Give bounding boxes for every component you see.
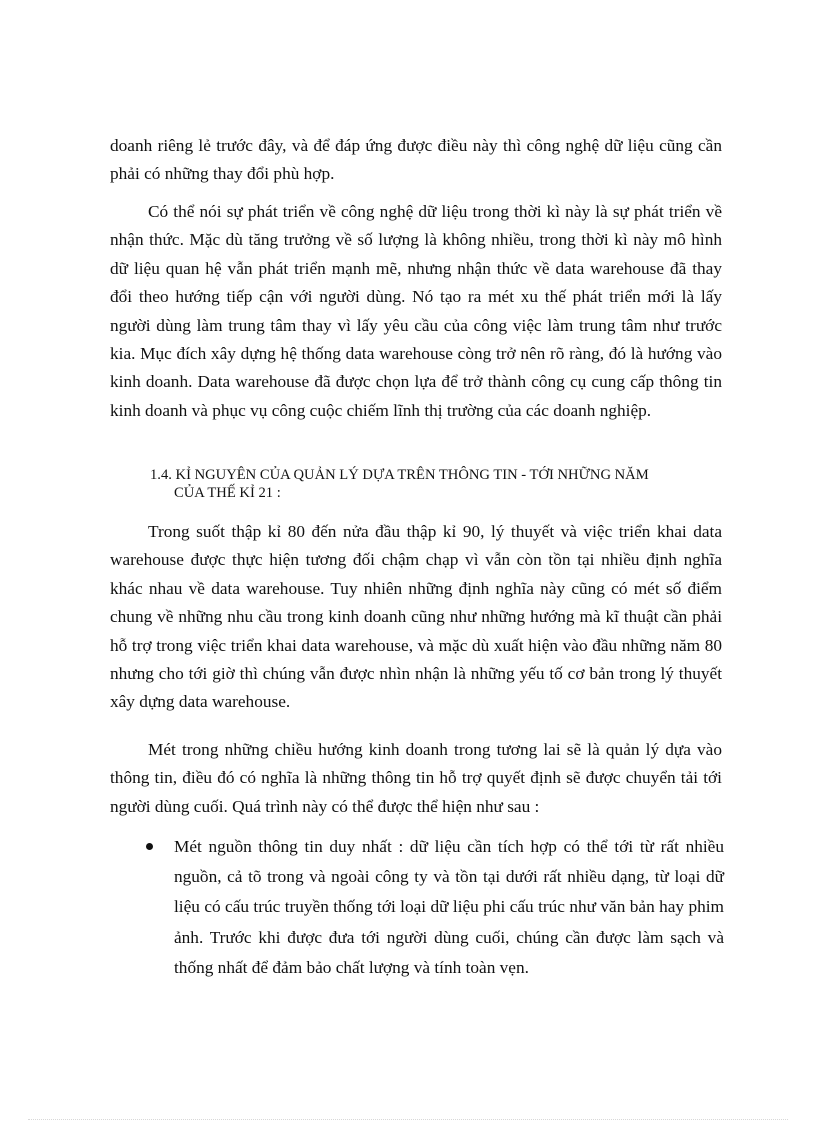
section-heading-1-4 bbox=[150, 466, 724, 502]
paragraph-technology-development: Có thể nói sự phát triển về công nghệ dữ liệu trong thời kì này là sự phát triển về nhận thức. Mặc dù tăng trưởng về số lượng là không nhiều, trong thời kì này mô hình dữ liệu quan hệ vẫn phát triển mạnh mẽ, nhưng nhận thức về data warehouse đã thay đổi theo hướng tiếp cận với người dùng. Nó tạo ra mét xu thế phát triển mới là lấy người dùng làm trung tâm thay vì lấy yêu cầu của công việc làm trung tâm như trước kia. Mục đích xây dựng hệ thống data warehouse còng trở nên rõ ràng, đó là hướng vào kinh doanh. Data warehouse đã được chọn lựa để trở thành công cụ cung cấp thông tin kinh doanh và phục vụ công cuộc chiếm lĩnh thị trường của các doanh nghiệp. bbox=[110, 202, 722, 420]
paragraph-eighties-nineties: Trong suốt thập kỉ 80 đến nửa đầu thập kỉ 90, lý thuyết và việc triển khai data warehouse được thực hiện tương đối chậm chạp vì vẫn còn tồn tại nhiều định nghĩa khác nhau về data warehouse. Tuy nhiên những định nghĩa này cũng có mét số điểm chung về những nhu cầu trong kinh doanh cũng như những hướng mà kĩ thuật cần phải hỗ trợ trong việc triển khai data warehouse, và mặc dù xuất hiện vào đầu những năm 80 nhưng cho tới giờ thì chúng vẫn được nhìn nhận là những yếu tố cơ bản trong lý thuyết xây dựng data warehouse. bbox=[110, 522, 722, 712]
paragraph-continuation: doanh riêng lẻ trước đây, và để đáp ứng được điều này thì công nghệ dữ liệu cũng cần phải có những thay đổi phù hợp. bbox=[110, 136, 722, 184]
list-item bbox=[146, 832, 724, 983]
list-item-text: Mét nguồn thông tin duy nhất : dữ liệu cần tích hợp có thể tới từ rất nhiều nguồn, cả tõ trong và ngoài công ty và tồn tại dưới rất nhiều dạng, từ loại dữ liệu có cấu trúc truyền thống tới loại dữ liệu phi cấu trúc như văn bản hay phim ảnh. Trước khi được đưa tới người dùng cuối, chúng cần được làm sạch và thống nhất để đảm bảo chất lượng và tính toàn vẹn. bbox=[174, 837, 724, 977]
section-heading-line-1: 1.4. KỈ NGUYÊN CỦA QUẢN LÝ DỰA TRÊN THÔNG TIN - TỚI NHỮNG NĂM bbox=[150, 467, 649, 483]
section-heading-line-2: CỦA THẾ KỈ 21 : bbox=[174, 485, 281, 501]
paragraph-information-management: Mét trong những chiều hướng kinh doanh trong tương lai sẽ là quản lý dựa vào thông tin, điều đó có nghĩa là những thông tin hỗ trợ quyết định sẽ được chuyển tải tới người dùng cuối. Quá trình này có thể được thể hiện như sau : bbox=[110, 740, 722, 816]
bullet-icon bbox=[146, 843, 153, 850]
page-bottom-divider bbox=[28, 1119, 788, 1120]
